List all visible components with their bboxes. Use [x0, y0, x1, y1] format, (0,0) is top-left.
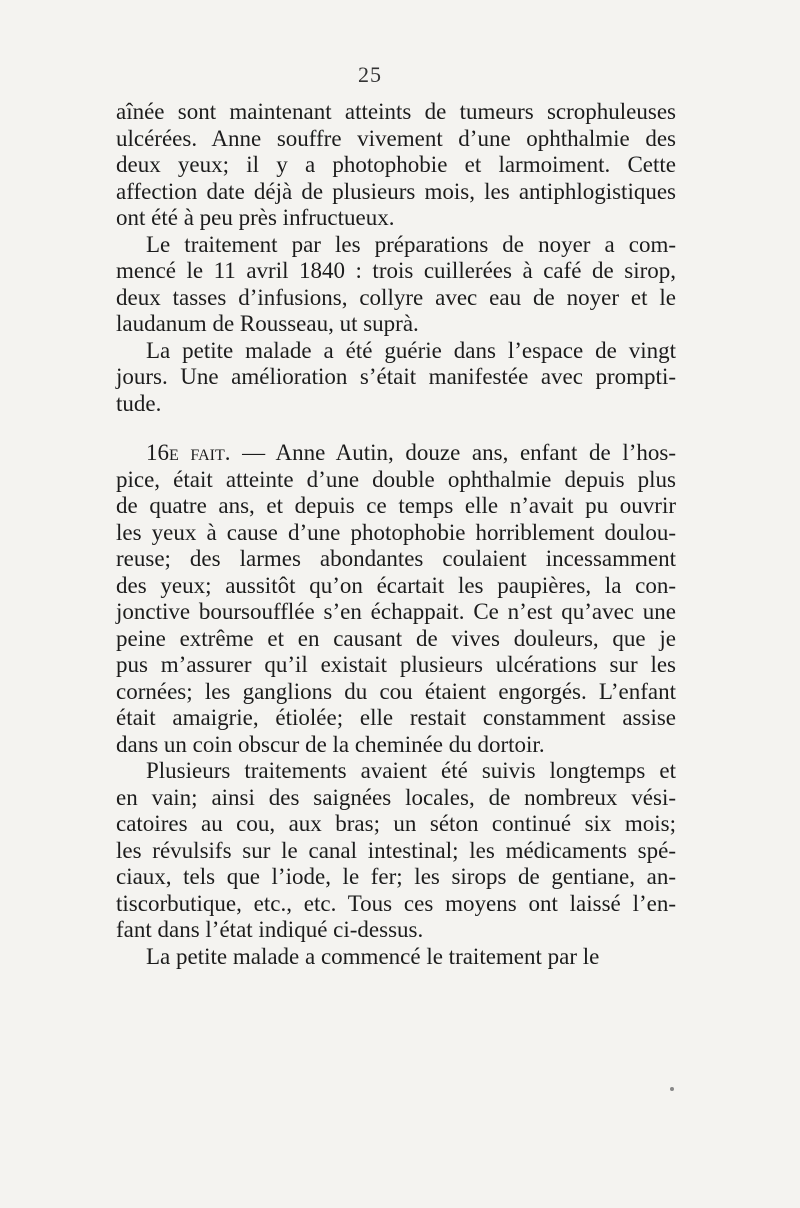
- text-line: aînée sont maintenant atteints de tumeurs scrophuleuses: [116, 99, 676, 124]
- text-line: Le traitement par les préparations de noyer a com-: [146, 231, 676, 257]
- text-line: les révulsifs sur le canal intestinal; les médicaments spé-: [116, 837, 676, 863]
- text-line: La petite malade a été guérie dans l’espace de vingt: [146, 337, 676, 363]
- text-line: La petite malade a commencé le traitement par le: [146, 943, 600, 969]
- text-line: deux yeux; il y a photophobie et larmoiment. Cette: [116, 152, 676, 177]
- text-line: tiscorbutique, etc., etc. Tous ces moyens ont laissé l’en-: [116, 890, 676, 916]
- text-line: Plusieurs traitements avaient été suivis longtemps et: [146, 758, 676, 783]
- text-line: affection date déjà de plusieurs mois, les antiphlogistiques: [116, 178, 676, 204]
- text-line: était amaigrie, étiolée; elle restait constamment assise: [116, 705, 676, 730]
- text-line: fant dans l’état indiqué ci-dessus.: [116, 917, 424, 942]
- page-number: 25: [358, 62, 382, 87]
- text-line: ciaux, tels que l’iode, le fer; les sirops de gentiane, an-: [116, 864, 676, 889]
- text-line: ulcérées. Anne souffre vivement d’une ophthalmie des: [116, 125, 676, 151]
- text-line: des yeux; aussitôt qu’on écartait les paupières, la con-: [116, 572, 676, 598]
- text-line: peine extrême et en causant de vives douleurs, que je: [116, 625, 676, 651]
- text-line: en vain; ainsi des saignées locales, de nombreux vési-: [116, 784, 676, 810]
- text-line-rest: — Anne Autin, douze ans, enfant de l’hos-: [242, 440, 677, 465]
- text-line: reuse; des larmes abondantes coulaient incessamment: [116, 546, 676, 571]
- text-line: laudanum de Rousseau, ut suprà.: [116, 311, 419, 336]
- text-line: les yeux à cause d’une photophobie horriblement doulou-: [116, 519, 676, 545]
- text-line: [116, 440, 676, 467]
- text-line: ont été à peu près infructueux.: [116, 205, 395, 230]
- text-line: tude.: [116, 390, 162, 416]
- text-line: pus m’assurer qu’il existait plusieurs ulcérations sur les: [116, 652, 676, 677]
- margin-speck: [670, 1087, 674, 1091]
- text-line: jours. Une amélioration s’était manifestée avec prompti-: [116, 364, 676, 389]
- text-line: dans un coin obscur de la cheminée du dortoir.: [116, 731, 545, 757]
- case-label: 16e fait.: [146, 440, 231, 465]
- body-text: [116, 99, 676, 970]
- text-line: deux tasses d’infusions, collyre avec eau de noyer et le: [116, 284, 676, 310]
- text-line: pice, était atteinte d’une double ophthalmie depuis plus: [116, 466, 676, 492]
- text-line: mencé le 11 avril 1840 : trois cuillerées à café de sirop,: [116, 258, 676, 283]
- text-line: de quatre ans, et depuis ce temps elle n’avait pu ouvrir: [116, 493, 676, 518]
- paragraph-gap: [116, 417, 676, 440]
- text-line: catoires au cou, aux bras; un séton continué six mois;: [116, 811, 676, 836]
- text-line: jonctive boursoufflée s’en échappait. Ce n’est qu’avec une: [116, 599, 676, 624]
- text-line: cornées; les ganglions du cou étaient engorgés. L’enfant: [116, 678, 676, 704]
